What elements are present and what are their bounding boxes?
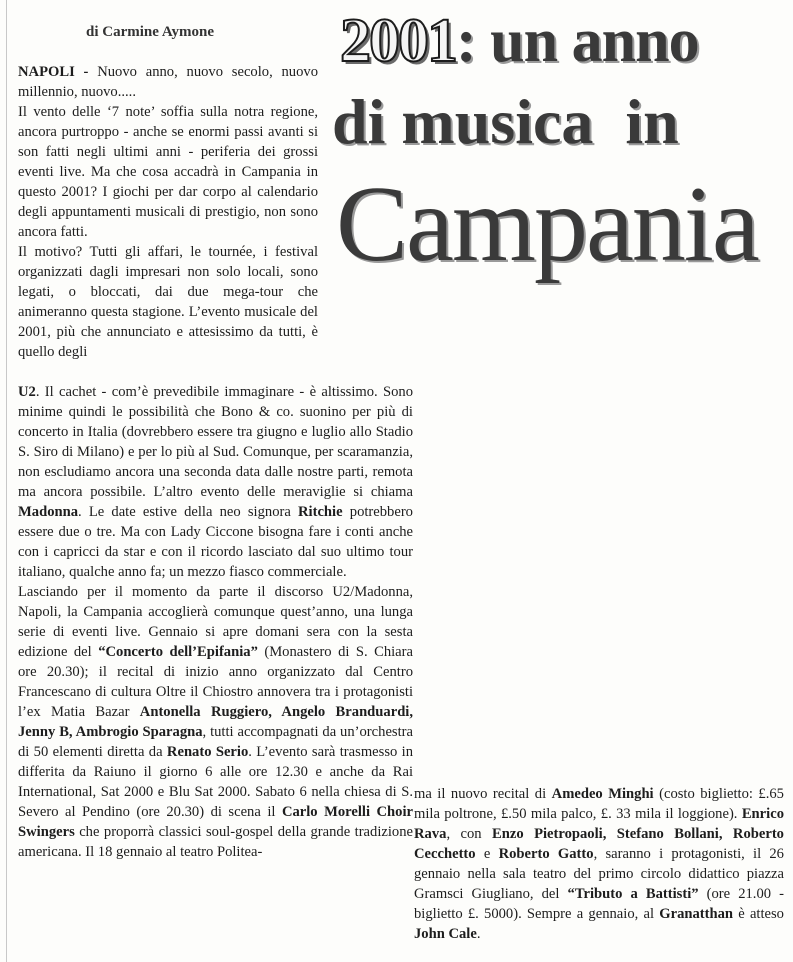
paragraph-5-text-h: . (476, 926, 481, 942)
paragraph-4-text-c: , tutti accompagnati da un’orchestra di 50 elementi diretta da (18, 724, 413, 760)
paragraph-5-text-e: , saranno i protagonisti, il 26 gennaio nella sala teatro del primo circolo didattico piazza Gramsci Giugliano, del (414, 846, 784, 902)
paragraph-4 (18, 582, 413, 862)
paragraph-1-text: Nuovo anno, nuovo secolo, nuovo millennio, nuovo..... (18, 64, 318, 100)
paragraph-5-text-b: (costo biglietto: £.65 mila poltrone, £.50 mila palco, £. 33 mila il loggione). (414, 786, 784, 822)
dateline: NAPOLI - (18, 64, 98, 80)
event-epifania: “Concerto dell’Epifania” (98, 644, 258, 660)
scan-edge-line (6, 0, 7, 962)
headline-line-3: Campania (336, 165, 758, 284)
article-left-column-lower (18, 382, 413, 862)
paragraph-4-text-d: . L’evento sarà trasmesso in differita da Raiuno il giorno 6 alle ore 12.30 e anche da Rai International, Sat 2000 e Blu Sat 2000. Sabato 6 nella chiesa di S. Severo al Pendino (ore 20.30) di scena il (18, 744, 413, 820)
paragraph-5-text-f: (ore 21.00 - biglietto £. 5000). Sempre a gennaio, al (414, 886, 784, 922)
article-right-column (414, 784, 784, 944)
artist-cale: John Cale (414, 926, 477, 942)
paragraph-3-text-d: potrebbero essere due o tre. Ma con Lady Ciccone bisogna fare i conti anche con i capricci da star e con il ricordo lasciato dal suo ultimo tour italiano, qualche anno fa; un mezzo fiasco commerciale. (18, 504, 413, 580)
artist-rava: Enrico Rava (414, 806, 784, 842)
paragraph-5-text-c: , con (446, 826, 493, 842)
artist-madonna: Madonna (18, 504, 79, 520)
headline-year: 2001 (340, 7, 456, 75)
byline: di Carmine Aymone (86, 24, 215, 40)
artist-minghi: Amedeo Minghi (551, 786, 654, 802)
paragraph-1 (18, 62, 318, 102)
paragraph-3-text-c: . Le date estive della neo signora (78, 504, 298, 520)
paragraph-4-text-a: Lasciando per il momento da parte il discorso U2/Madonna, Napoli, la Campania accoglierà comunque quest’anno, una lunga serie di eventi live. Gennaio si apre domani sera con la sesta edizione del (18, 584, 413, 660)
conductor-name: Renato Serio (166, 744, 249, 760)
paragraph-5-text-a: ma il nuovo recital di (414, 786, 552, 802)
headline-line-2: di musica in (332, 86, 679, 157)
paragraph-5-text-d: e (475, 846, 499, 862)
paragraph-5 (414, 784, 784, 944)
headline-line-1-rest: : un anno (456, 7, 699, 75)
artists-list: Antonella Ruggiero, Angelo Branduardi, Jenny B, Ambrogio Sparagna (18, 704, 414, 740)
paragraph-3-continued-text: . Il cachet - com’è prevedibile immaginare - è altissimo. Sono minime quindi le possibilità che Bono & co. suonino per più di concerto in Italia (dovrebbero essere tra giugno e luglio allo Stadio S. Siro di Milano) e per lo più al Sud. Comunque, per scaramanzia, non escludiamo ancora una seconda data dalle nostre parti, remota ma ancora possibile. L’altro evento delle meraviglie si chiama (18, 384, 413, 500)
artists-jazz: Enzo Pietropaoli, Stefano Bollani, Roberto Cecchetto (414, 826, 784, 862)
choir-name: Carlo Morelli Choir Swingers (18, 804, 414, 840)
paragraph-3-continued (18, 382, 413, 582)
article-left-column (18, 62, 413, 362)
paragraph-5-text-g: è atteso (733, 906, 784, 922)
venue-granatthan: Granatthan (659, 906, 734, 922)
name-ritchie: Ritchie (298, 504, 343, 520)
paragraph-2 (18, 102, 318, 242)
paragraph-3 (18, 242, 413, 362)
paragraph-4-text-e: che proporrà classici soul-gospel della grande tradizione americana. Il 18 gennaio al teatro Politea- (18, 824, 413, 860)
band-u2: U2 (18, 384, 36, 400)
paragraph-3-text: Il motivo? Tutti gli affari, le tournée, i festival organizzati dagli impresari non solo locali, sono legati, o bloccati, dai due mega-tour che animeranno questa stagione. L’evento musicale del 2001, più che annunciato e attesissimo da tutti, è quello degli (18, 244, 318, 360)
event-tributo: “Tributo a Battisti” (567, 886, 699, 902)
artist-gatto: Roberto Gatto (498, 846, 594, 862)
paragraph-4-text-b: (Monastero di S. Chiara ore 20.30); il recital di inizio anno organizzato dal Centro Francescano di cultura Oltre il Chiostro annovera tra i protagonisti l’ex Matia Bazar (18, 644, 413, 720)
paragraph-2-text: Il vento delle ‘7 note’ soffia sulla notra regione, ancora purtroppo - anche se enormi passi avanti si son fatti negli ultimi anni - periferia dei grossi eventi live. Ma che cosa accadrà in Campania in questo 2001? I giochi per dar corpo al calendario degli appuntamenti musicali di prestigio, non sono ancora fatti. (18, 104, 318, 240)
